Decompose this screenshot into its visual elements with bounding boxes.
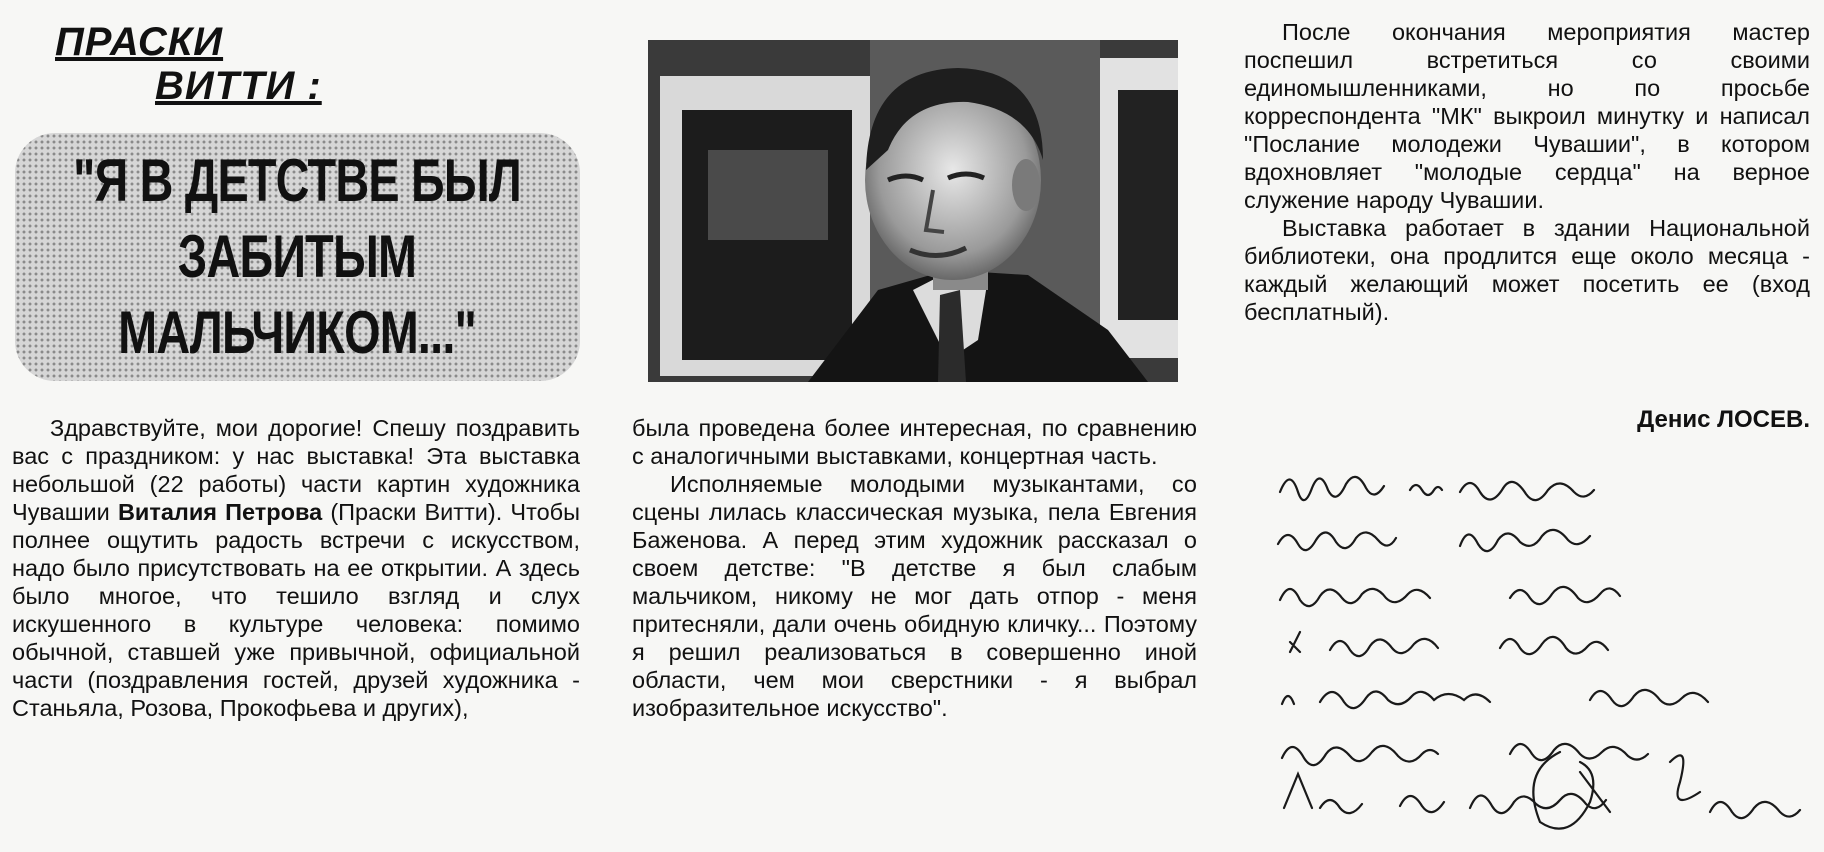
kicker-line-2: ВИТТИ : xyxy=(155,64,322,108)
headline xyxy=(74,143,522,371)
article-column-2 xyxy=(632,414,1197,722)
column-2-paragraph-2: Исполняемые молодыми музыкантами, со сцены лилась классическая музыка, пела Евгения Баженова. А перед этим художник рассказал о своем детстве: "В детстве я был слабым мальчиком, никому не мог дать отпор - меня притесняли, дали очень обидную кличку... Поэтому я решил реализоваться в совершенно иной области, чем мои сверстники - я выбрал изобразительное искусство". xyxy=(632,471,1197,721)
article-author: Денис ЛОСЕВ. xyxy=(1637,406,1810,433)
headline-line-2: ЗАБИТЫМ xyxy=(178,223,417,290)
column-3-paragraph-2: Выставка работает в здании Национальной библиотеки, она продлится еще около месяца - каждый желающий может посетить ее (вход бесплатный). xyxy=(1244,215,1810,325)
kicker-line-1: ПРАСКИ xyxy=(55,20,224,64)
headline-line-3: МАЛЬЧИКОМ..." xyxy=(118,299,477,366)
column-3-paragraph-1: После окончания мероприятия мастер поспешил встретиться со своими единомышленниками, но по просьбе корреспондента "МК" выкроил минутку и написал "Послание молодежи Чувашии", в котором вдохновляет "молодые сердца" на верное служение народу Чувашии. xyxy=(1244,19,1810,213)
headline-line-1: "Я В ДЕТСТВЕ БЫЛ xyxy=(73,147,522,214)
handwritten-message xyxy=(1260,452,1820,842)
artist-name: Виталия Петрова xyxy=(117,499,323,525)
column-1-paragraph xyxy=(12,414,580,722)
article-column-1 xyxy=(12,414,580,722)
handwriting-illustration xyxy=(1260,452,1820,842)
article-column-3 xyxy=(1244,18,1810,326)
column-2-paragraph-1: была проведена более интересная, по сравнению с аналогичными выставками, концертная часть. xyxy=(632,415,1197,469)
column-1-text-a: Здравствуйте, мои дорогие! Спешу поздравить вас с праздником: у нас выставка! Эта выставка небольшой (22 работы) части картин художника Чувашии xyxy=(12,415,580,525)
portrait-photo xyxy=(648,40,1178,382)
headline-box xyxy=(15,133,580,381)
portrait-photo-illustration xyxy=(648,40,1178,382)
column-1-text-b: (Праски Витти). Чтобы полнее ощутить радость встречи с искусством, надо было присутствовать на ее открытии. А здесь было многое, что тешило взгляд и слух искушенного в культуре человека: помимо обычной, ставшей уже привычной, официальной части (поздравления гостей, друзей художника - Станьяла, Розова, Прокофьева и других), xyxy=(12,499,580,721)
